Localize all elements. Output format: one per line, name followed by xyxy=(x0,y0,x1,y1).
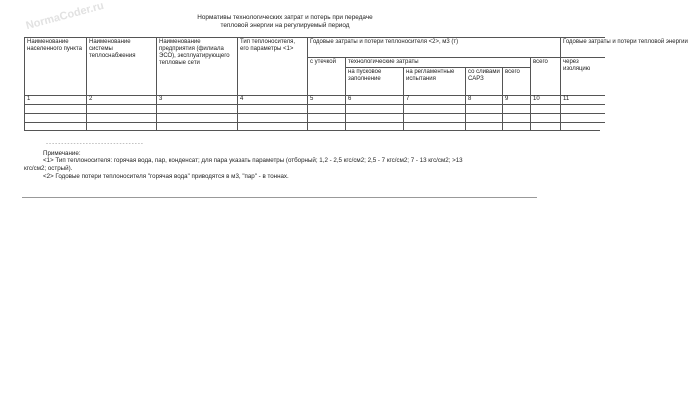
column-number: 4 xyxy=(237,95,307,104)
header-heating-system: Наименование системы теплоснабжения xyxy=(86,37,156,95)
header-tech-total: всего xyxy=(502,67,530,95)
table-cell xyxy=(156,122,237,130)
document-title-line1: Нормативы технологических затрат и потерь при передаче xyxy=(197,14,373,21)
table-cell xyxy=(530,113,560,122)
table-cell xyxy=(156,104,237,113)
column-number: 11 xyxy=(560,95,605,104)
header-heat-losses: Годовые затраты и потери тепловой энергии xyxy=(560,37,605,57)
table-cell xyxy=(237,113,307,122)
table-cell xyxy=(156,113,237,122)
column-number: 8 xyxy=(465,95,502,104)
table-cell xyxy=(345,104,403,113)
notes-heading: Примечание: xyxy=(43,150,81,157)
table-cell xyxy=(86,113,156,122)
column-number: 10 xyxy=(530,95,560,104)
table-cell xyxy=(502,104,530,113)
notes-separator: -------------------------------- xyxy=(46,140,144,147)
column-number: 6 xyxy=(345,95,403,104)
table-cell xyxy=(465,122,502,130)
table-cell xyxy=(502,122,530,130)
header-total: всего xyxy=(530,57,560,95)
table-cell xyxy=(403,122,465,130)
table-cell xyxy=(403,113,465,122)
header-enterprise: Наименование предприятия (филиала ЭСО), эксплуатирующего тепловые сети xyxy=(156,37,237,95)
document-title-line2: тепловой энергии на регулируемый период xyxy=(220,22,350,29)
table-cell xyxy=(345,122,403,130)
watermark: NormaCoder.ru xyxy=(24,0,106,33)
table-cell xyxy=(560,113,605,122)
table-cell xyxy=(465,113,502,122)
page-divider xyxy=(22,197,537,198)
table-cell xyxy=(307,113,345,122)
header-coolant-type: Тип теплоносителя, его параметры <1> xyxy=(237,37,307,95)
column-number: 3 xyxy=(156,95,237,104)
table-cell xyxy=(86,104,156,113)
table-cell xyxy=(560,122,605,130)
header-leakage: с утечкой xyxy=(307,57,345,95)
header-annual-losses: Годовые затраты и потери теплоносителя <2>, м3 (т) xyxy=(307,37,560,57)
column-number: 7 xyxy=(403,95,465,104)
table-cell xyxy=(403,104,465,113)
header-drains: со сливами САРЗ xyxy=(465,67,502,95)
table-cell xyxy=(86,122,156,130)
table-cell xyxy=(502,113,530,122)
header-tech-costs: технологические затраты xyxy=(345,57,530,67)
table-cell xyxy=(307,122,345,130)
header-tests: на регламентные испытания xyxy=(403,67,465,95)
column-number: 5 xyxy=(307,95,345,104)
column-number: 1 xyxy=(24,95,86,104)
header-insulation: через изоляцию xyxy=(560,57,605,95)
table-cell xyxy=(24,122,86,130)
table-cell xyxy=(237,104,307,113)
table-cell xyxy=(24,104,86,113)
column-number: 9 xyxy=(502,95,530,104)
table-cell xyxy=(530,122,560,130)
note-1: <1> Тип теплоносителя: горячая вода, пар, конденсат; для пара указать параметры (отборный; 1,2 - 2,5 кгс/см2; 2,5 - 7 кгс/см2; 7 - 13 кгс/см2; >13 xyxy=(43,157,463,164)
table-cell xyxy=(237,122,307,130)
note-2: <2> Годовые потери теплоносителя "горячая вода" приводятся в м3, "пар" - в тоннах. xyxy=(43,173,289,180)
table-bottom-border xyxy=(24,130,600,131)
table-cell xyxy=(24,113,86,122)
table-cell xyxy=(560,104,605,113)
table-cell xyxy=(307,104,345,113)
table-cell xyxy=(530,104,560,113)
column-number: 2 xyxy=(86,95,156,104)
table-cell xyxy=(465,104,502,113)
note-1-cont: кгс/см2; острый). xyxy=(24,165,73,172)
table-cell xyxy=(345,113,403,122)
header-settlement: Наименование населенного пункта xyxy=(24,37,86,95)
header-startup-filling: на пусковое заполнение xyxy=(345,67,403,95)
